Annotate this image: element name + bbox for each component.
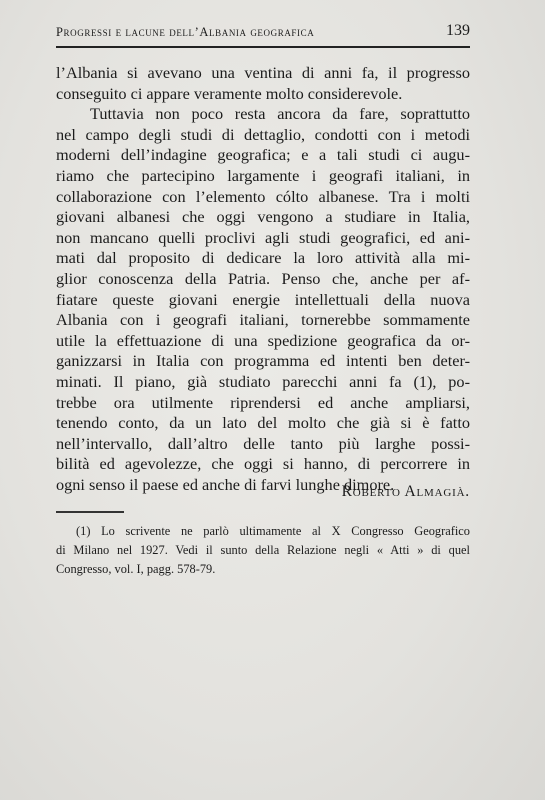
text-line: Tuttavia non poco resta ancora da fare, soprattutto (90, 104, 470, 124)
text-line: fiatare queste giovani energie intellettuali della nuova (56, 289, 470, 309)
text-line: nel campo degli studi di dettaglio, condotti con i metodi (56, 124, 470, 144)
text-line: l’Albania si avevano una ventina di anni fa, il progresso (56, 63, 470, 82)
footnote (56, 522, 470, 579)
text-line: non mancano quelli proclivi agli studi geografici, ed ani- (56, 227, 470, 247)
text-line: riamo che partecipino largamente i geografi italiani, in (56, 165, 470, 185)
text-line: glior conoscenza della Patria. Penso che, anche per af- (56, 268, 470, 288)
footnote-line: Congresso, vol. I, pagg. 578-79. (56, 562, 216, 576)
text-line: giovani albanesi che oggi vengono a studiare in Italia, (56, 207, 470, 227)
body-text (56, 63, 470, 495)
text-line: utile la effettuazione di una spedizione geografica da or- (56, 330, 470, 350)
header-rule (56, 46, 470, 48)
text-line: mati dal proposito di dedicare la loro attività alla mi- (56, 248, 470, 268)
footnote-rule (56, 511, 124, 513)
text-line: Albania con i geografi italiani, tornerebbe sommamente (56, 310, 470, 330)
text-line: ganizzarsi in Italia con programma ed intenti ben deter- (56, 351, 470, 371)
text-line: trebbe ora utilmente riprendersi ed anche ampliarsi, (56, 392, 470, 412)
text-line: nell’intervallo, dall’altro delle tanto più larghe possi- (56, 433, 470, 453)
text-line: bilità ed agevolezze, che oggi si hanno, di percorrere in (56, 454, 470, 474)
text-line: moderni dell’indagine geografica; e a tali studi ci augu- (56, 145, 470, 165)
text-line: minati. Il piano, già studiato parecchi anni fa (1), po- (56, 371, 470, 391)
text-line: conseguito ci appare veramente molto considerevole. (56, 83, 403, 103)
running-title: Progressi e lacune dell’Albania geografica (56, 25, 315, 39)
text-line: ogni senso il paese ed anche di farvi lunghe dimore. (56, 474, 395, 494)
author-signature: Roberto Almagià. (341, 483, 470, 500)
footnote-line: (1) Lo scrivente ne parlò ultimamente al X Congresso Geografico (76, 524, 470, 538)
page-number: 139 (446, 22, 470, 39)
page-header (56, 22, 470, 44)
footnote-line: di Milano nel 1927. Vedi il sunto della Relazione negli « Atti » di quel (56, 543, 470, 557)
text-line: tenendo conto, da un lato del molto che già si è fatto (56, 413, 470, 433)
text-line: collaborazione con l’elemento cólto albanese. Tra i molti (56, 186, 470, 206)
